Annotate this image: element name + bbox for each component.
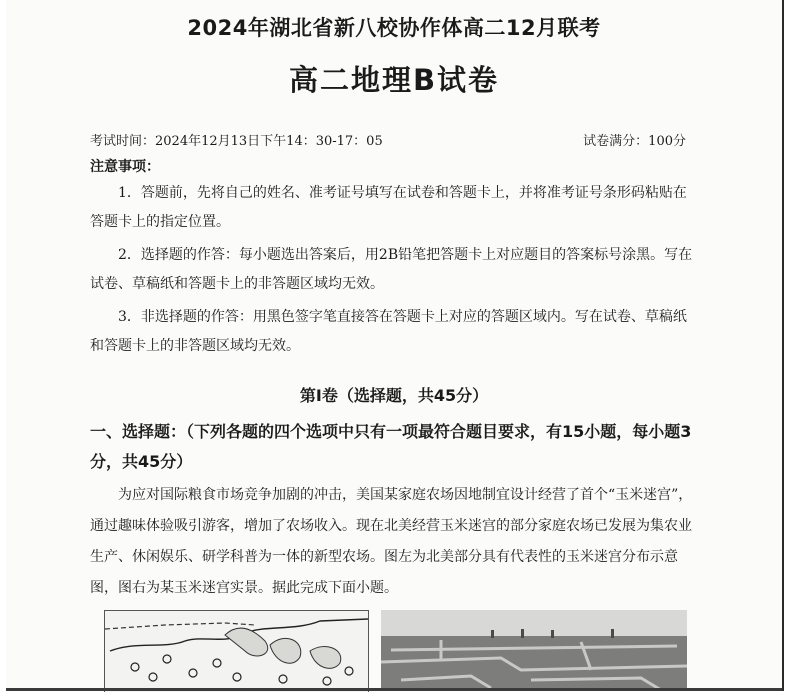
paper-title: 高二地理B试卷 <box>288 63 500 97</box>
notice-item: 3．非选择题的作答：用黑色签字笔直接答在答题卡上对应的答题区域内。写在试卷、草稿纸和答题卡上的非答题区域均无效。 <box>90 309 687 354</box>
notice-item: 1．答题前，先将自己的姓名、准考证号填写在试卷和答题卡上，并将准考证号条形码粘贴在答题卡上的指定位置。 <box>90 185 687 230</box>
notice-item: 2．选择题的作答：每小题选出答案后，用2B铅笔把答题卡上对应题目的答案标号涂黑。写在试卷、草稿纸和答题卡上的非答题区域均无效。 <box>90 247 693 292</box>
exam-title: 2024年湖北省新八校协作体高二12月联考 <box>187 16 601 40</box>
question-passage: 为应对国际粮食市场竞争加剧的冲击，美国某家庭农场因地制宜设计经营了首个“玉米迷宫”，通过趣味体验吸引游客，增加了农场收入。现在北美经营玉米迷宫的部分家庭农场已发展为集农业生产、休闲娱乐、研学科普为一体的新型农场。图左为北美部分具有代表性的玉米迷宫分布示意图，图右为某玉米迷宫实景。据此完成下面小题。 <box>90 487 693 596</box>
notice-heading: 注意事项： <box>90 159 160 175</box>
exam-time: 考试时间：2024年12月13日下午14：30-17：05 <box>90 134 383 149</box>
exam-info-row <box>90 130 686 149</box>
full-score: 试卷满分：100分 <box>583 134 686 149</box>
section-title: 第Ⅰ卷（选择题，共45分） <box>299 386 489 405</box>
photo-graphic <box>381 610 687 691</box>
map-graphic <box>105 611 368 692</box>
maze-distribution-map <box>104 610 369 692</box>
notice-list <box>90 179 696 365</box>
corn-maze-photo <box>381 610 687 691</box>
part-heading: 一、选择题：（下列各题的四个选项中只有一项最符合题目要求，有15小题，每小题3分，共45分） <box>90 422 692 471</box>
exam-page <box>6 0 784 691</box>
